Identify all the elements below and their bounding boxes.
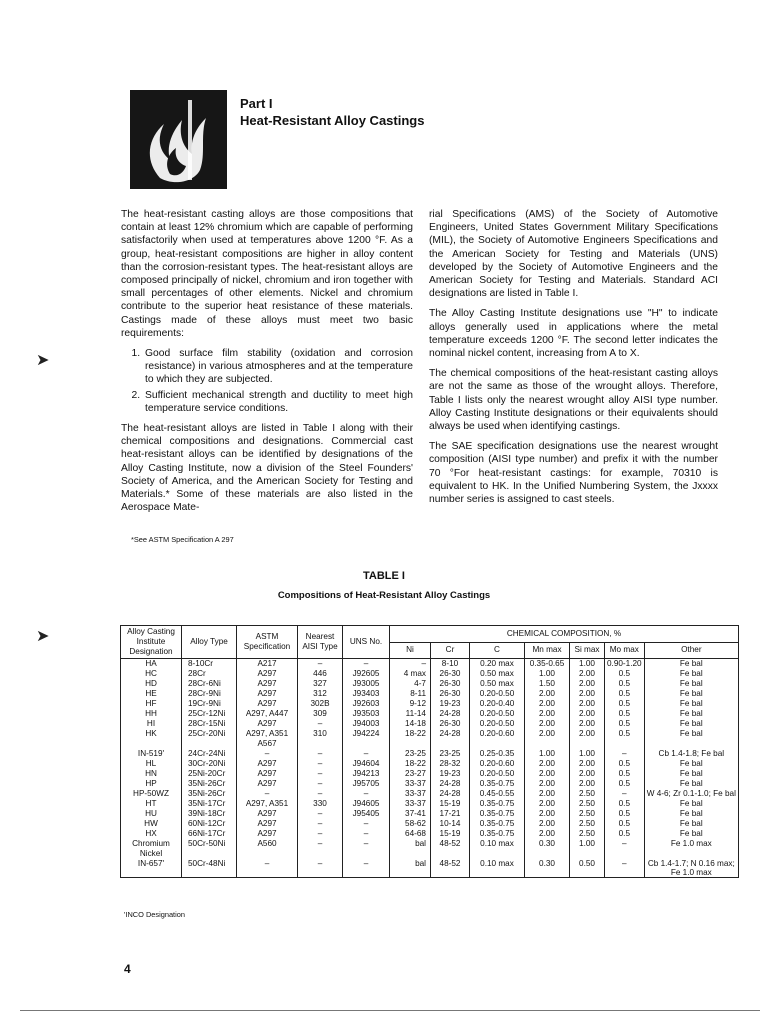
cell-mo: – bbox=[605, 859, 645, 878]
cell-ni: 64-68 bbox=[390, 829, 431, 839]
cell-aisi: 446 bbox=[298, 669, 343, 679]
cell-mo: 0.5 bbox=[605, 769, 645, 779]
cell-ni: 18-22 bbox=[390, 759, 431, 769]
header-mn: Mn max bbox=[525, 642, 570, 659]
cell-si: 1.00 bbox=[570, 659, 605, 670]
cell-ni: 58-62 bbox=[390, 819, 431, 829]
cell-uns: J95405 bbox=[343, 809, 390, 819]
cell-c: 0.20-0.50 bbox=[470, 769, 525, 779]
cell-aisi: 312 bbox=[298, 689, 343, 699]
cell-other: Fe 1.0 max bbox=[644, 839, 738, 859]
cell-aisi: – bbox=[298, 819, 343, 829]
cell-cr: 24-28 bbox=[431, 729, 470, 749]
table-row bbox=[121, 719, 739, 729]
table-row bbox=[121, 769, 739, 779]
margin-mark: ➤ bbox=[36, 628, 50, 645]
table-row bbox=[121, 699, 739, 709]
cell-aisi: – bbox=[298, 749, 343, 759]
cell-other: Fe bal bbox=[644, 829, 738, 839]
cell-uns: – bbox=[343, 839, 390, 859]
cell-cr: 24-28 bbox=[431, 789, 470, 799]
cell-mn: 2.00 bbox=[525, 719, 570, 729]
cell-astm: A297, A351 A567 bbox=[237, 729, 298, 749]
cell-astm: A297, A447 bbox=[237, 709, 298, 719]
cell-mn: 2.00 bbox=[525, 829, 570, 839]
part-number: Part I bbox=[240, 96, 273, 111]
cell-other: Fe bal bbox=[644, 729, 738, 749]
cell-c: 0.20-0.40 bbox=[470, 699, 525, 709]
cell-uns: J93403 bbox=[343, 689, 390, 699]
cell-uns: J94213 bbox=[343, 769, 390, 779]
cell-si: 2.00 bbox=[570, 759, 605, 769]
part-heading bbox=[240, 95, 424, 129]
composition-table bbox=[120, 625, 739, 878]
cell-mo: 0.5 bbox=[605, 809, 645, 819]
cell-designation: HU bbox=[121, 809, 182, 819]
cell-aisi: – bbox=[298, 659, 343, 670]
cell-type: 28Cr bbox=[182, 669, 237, 679]
cell-uns: – bbox=[343, 749, 390, 759]
logo bbox=[130, 90, 227, 189]
cell-si: 2.50 bbox=[570, 789, 605, 799]
cell-mo: 0.5 bbox=[605, 819, 645, 829]
cell-other: Fe bal bbox=[644, 659, 738, 670]
cell-astm: A297 bbox=[237, 769, 298, 779]
cell-designation: HF bbox=[121, 699, 182, 709]
cell-mn: 1.50 bbox=[525, 679, 570, 689]
cell-c: 0.10 max bbox=[470, 839, 525, 859]
table-body bbox=[121, 659, 739, 878]
cell-uns: – bbox=[343, 659, 390, 670]
right-paragraph-4: The SAE specification designations use the nearest wrought composition (AISI type number) and prefix it with the number 70 °For heat-resistant castings: for example, 70310 is equivalent to HK. In the Unified Numbering System, the Jxxxx number series is assigned to cast steels. bbox=[429, 441, 718, 506]
cell-cr: 26-30 bbox=[431, 689, 470, 699]
cell-mn: 2.00 bbox=[525, 779, 570, 789]
header-si: Si max bbox=[570, 642, 605, 659]
cell-other: Fe bal bbox=[644, 769, 738, 779]
cell-aisi: – bbox=[298, 839, 343, 859]
cell-si: 2.00 bbox=[570, 699, 605, 709]
cell-aisi: 327 bbox=[298, 679, 343, 689]
cell-uns: J92605 bbox=[343, 669, 390, 679]
cell-ni: 14-18 bbox=[390, 719, 431, 729]
cell-uns: – bbox=[343, 819, 390, 829]
cell-designation: HT bbox=[121, 799, 182, 809]
table-row bbox=[121, 819, 739, 829]
cell-designation: HI bbox=[121, 719, 182, 729]
cell-astm: A217 bbox=[237, 659, 298, 670]
logo-graphic bbox=[130, 90, 227, 189]
cell-si: 1.00 bbox=[570, 749, 605, 759]
cell-other: Fe bal bbox=[644, 719, 738, 729]
cell-ni: 23-25 bbox=[390, 749, 431, 759]
cell-ni: 23-27 bbox=[390, 769, 431, 779]
cell-si: 2.00 bbox=[570, 779, 605, 789]
cell-uns: J94224 bbox=[343, 729, 390, 749]
cell-other: Fe bal bbox=[644, 689, 738, 699]
table-row bbox=[121, 759, 739, 769]
cell-mn: 1.00 bbox=[525, 669, 570, 679]
cell-other: Fe bal bbox=[644, 799, 738, 809]
cell-cr: 28-32 bbox=[431, 759, 470, 769]
cell-type: 8-10Cr bbox=[182, 659, 237, 670]
right-column bbox=[429, 208, 718, 513]
right-paragraph-2: The Alloy Casting Institute designations use "H" to indicate alloys generally used in applications where the metal temperature exceeds 1200 °F. The second letter indicates the nominal nickel content, increasing from A to X. bbox=[429, 308, 718, 360]
cell-cr: 26-30 bbox=[431, 669, 470, 679]
cell-si: 2.50 bbox=[570, 829, 605, 839]
cell-designation: HE bbox=[121, 689, 182, 699]
cell-si: 2.00 bbox=[570, 679, 605, 689]
cell-designation: HN bbox=[121, 769, 182, 779]
cell-mo: 0.5 bbox=[605, 719, 645, 729]
cell-mo: 0.5 bbox=[605, 669, 645, 679]
cell-aisi: – bbox=[298, 779, 343, 789]
cell-aisi: – bbox=[298, 769, 343, 779]
cell-ni: 9-12 bbox=[390, 699, 431, 709]
cell-c: 0.20-0.60 bbox=[470, 759, 525, 769]
cell-cr: 24-28 bbox=[431, 779, 470, 789]
cell-aisi: – bbox=[298, 789, 343, 799]
header-type: Alloy Type bbox=[182, 626, 237, 659]
cell-c: 0.35-0.75 bbox=[470, 819, 525, 829]
cell-si: 2.50 bbox=[570, 799, 605, 809]
cell-cr: 24-28 bbox=[431, 709, 470, 719]
cell-other: W 4-6; Zr 0.1-1.0; Fe bal bbox=[644, 789, 738, 799]
cell-c: 0.25-0.35 bbox=[470, 749, 525, 759]
cell-type: 24Cr-24Ni bbox=[182, 749, 237, 759]
cell-aisi: 310 bbox=[298, 729, 343, 749]
page-number: 4 bbox=[124, 962, 131, 976]
cell-astm: A297 bbox=[237, 819, 298, 829]
cell-designation: HP-50WZ bbox=[121, 789, 182, 799]
cell-c: 0.35-0.75 bbox=[470, 779, 525, 789]
cell-si: 2.50 bbox=[570, 819, 605, 829]
cell-ni: 37-41 bbox=[390, 809, 431, 819]
cell-aisi: 330 bbox=[298, 799, 343, 809]
cell-aisi: – bbox=[298, 719, 343, 729]
cell-type: 28Cr-15Ni bbox=[182, 719, 237, 729]
right-paragraph-1: rial Specifications (AMS) of the Society of Automotive Engineers, United States Government Military Specifications (MIL), the Society of Automotive Engineers Specifications and the American Society for Testing and Materials (UNS) developed by the Society of Automotive Engineers and the American Society for Testing and Materials. Standard ACI designations are listed in Table I. bbox=[429, 209, 718, 300]
cell-si: 2.00 bbox=[570, 729, 605, 749]
cell-c: 0.20-0.60 bbox=[470, 729, 525, 749]
cell-uns: – bbox=[343, 789, 390, 799]
cell-mn: 2.00 bbox=[525, 789, 570, 799]
cell-designation: IN-519' bbox=[121, 749, 182, 759]
cell-c: 0.45-0.55 bbox=[470, 789, 525, 799]
cell-astm: A297 bbox=[237, 679, 298, 689]
right-paragraph-3: The chemical compositions of the heat-resistant casting alloys are not the same as those of the wrought alloys. Therefore, Table I lists only the nearest wrought alloy AISI type number. Alloy Casting Institute designations or their equivalents should always be used when identifying castings. bbox=[429, 368, 718, 433]
cell-mn: 2.00 bbox=[525, 769, 570, 779]
cell-type: 19Cr-9Ni bbox=[182, 699, 237, 709]
cell-type: 28Cr-6Ni bbox=[182, 679, 237, 689]
cell-aisi: – bbox=[298, 809, 343, 819]
cell-type: 30Cr-20Ni bbox=[182, 759, 237, 769]
cell-mo: 0.5 bbox=[605, 729, 645, 749]
table-row bbox=[121, 789, 739, 799]
cell-c: 0.50 max bbox=[470, 669, 525, 679]
table-row bbox=[121, 749, 739, 759]
cell-designation: HD bbox=[121, 679, 182, 689]
part-title: Heat-Resistant Alloy Castings bbox=[240, 113, 425, 128]
cell-astm: A297 bbox=[237, 689, 298, 699]
cell-aisi: 302B bbox=[298, 699, 343, 709]
cell-aisi: – bbox=[298, 759, 343, 769]
cell-astm: A560 bbox=[237, 839, 298, 859]
header-designation: Alloy Casting Institute Designation bbox=[121, 626, 182, 659]
bottom-edge-line bbox=[20, 1010, 760, 1011]
cell-c: 0.20-0.50 bbox=[470, 709, 525, 719]
cell-type: 39Ni-18Cr bbox=[182, 809, 237, 819]
header-aisi: Nearest AISI Type bbox=[298, 626, 343, 659]
cell-mo: – bbox=[605, 789, 645, 799]
cell-mn: 0.30 bbox=[525, 839, 570, 859]
requirements-list bbox=[121, 347, 413, 415]
cell-cr: 26-30 bbox=[431, 679, 470, 689]
cell-astm: A297 bbox=[237, 759, 298, 769]
table-label: TABLE I bbox=[363, 570, 405, 582]
cell-si: 2.00 bbox=[570, 769, 605, 779]
header-c: C bbox=[470, 642, 525, 659]
cell-c: 0.10 max bbox=[470, 859, 525, 878]
header-ni: Ni bbox=[390, 642, 431, 659]
table-row bbox=[121, 659, 739, 670]
header-cr: Cr bbox=[431, 642, 470, 659]
cell-other: Fe bal bbox=[644, 779, 738, 789]
cell-cr: 23-25 bbox=[431, 749, 470, 759]
cell-astm: A297 bbox=[237, 719, 298, 729]
cell-type: 28Cr-9Ni bbox=[182, 689, 237, 699]
cell-cr: 15-19 bbox=[431, 799, 470, 809]
cell-ni: 4 max bbox=[390, 669, 431, 679]
cell-mo: 0.5 bbox=[605, 759, 645, 769]
cell-other: Cb 1.4-1.7; N 0.16 max; Fe 1.0 max bbox=[644, 859, 738, 878]
cell-other: Fe bal bbox=[644, 679, 738, 689]
cell-mo: 0.5 bbox=[605, 799, 645, 809]
cell-mo: 0.5 bbox=[605, 829, 645, 839]
left-column bbox=[121, 208, 413, 521]
cell-c: 0.35-0.75 bbox=[470, 809, 525, 819]
cell-astm: A297 bbox=[237, 809, 298, 819]
cell-si: 0.50 bbox=[570, 859, 605, 878]
cell-mn: 2.00 bbox=[525, 699, 570, 709]
cell-other: Fe bal bbox=[644, 699, 738, 709]
cell-other: Cb 1.4-1.8; Fe bal bbox=[644, 749, 738, 759]
cell-type: 25Cr-12Ni bbox=[182, 709, 237, 719]
cell-designation: HL bbox=[121, 759, 182, 769]
cell-mn: 0.35-0.65 bbox=[525, 659, 570, 670]
cell-cr: 26-30 bbox=[431, 719, 470, 729]
cell-astm: – bbox=[237, 789, 298, 799]
cell-si: 2.00 bbox=[570, 689, 605, 699]
inco-footnote: 'INCO Designation bbox=[124, 910, 185, 919]
cell-mo: 0.5 bbox=[605, 709, 645, 719]
cell-ni: 8-11 bbox=[390, 689, 431, 699]
table-row bbox=[121, 689, 739, 699]
cell-ni: 33-37 bbox=[390, 799, 431, 809]
cell-mn: 2.00 bbox=[525, 709, 570, 719]
cell-type: 35Ni-17Cr bbox=[182, 799, 237, 809]
cell-type: 25Cr-20Ni bbox=[182, 729, 237, 749]
cell-mn: 2.00 bbox=[525, 759, 570, 769]
cell-ni: – bbox=[390, 659, 431, 670]
cell-mn: 2.00 bbox=[525, 819, 570, 829]
cell-mo: 0.90-1.20 bbox=[605, 659, 645, 670]
header-other: Other bbox=[644, 642, 738, 659]
table-row bbox=[121, 839, 739, 859]
cell-astm: – bbox=[237, 749, 298, 759]
cell-si: 2.00 bbox=[570, 709, 605, 719]
cell-type: 35Ni-26Cr bbox=[182, 779, 237, 789]
cell-uns: J92603 bbox=[343, 699, 390, 709]
table-row bbox=[121, 809, 739, 819]
cell-designation: HX bbox=[121, 829, 182, 839]
cell-cr: 19-23 bbox=[431, 699, 470, 709]
requirement-item: 1. Good surface film stability (oxidation and corrosion resistance) in various atmospheres and at the temperature to which they are subjected. bbox=[143, 347, 413, 387]
cell-ni: 11-14 bbox=[390, 709, 431, 719]
cell-mn: 1.00 bbox=[525, 749, 570, 759]
cell-other: Fe bal bbox=[644, 709, 738, 719]
table-row bbox=[121, 779, 739, 789]
cell-mo: – bbox=[605, 839, 645, 859]
cell-uns: J94605 bbox=[343, 799, 390, 809]
intro-paragraph: The heat-resistant casting alloys are those compositions that contain at least 12% chromium which are capable of performing satisfactorily when used at temperatures above 1200 °F. As a group, heat-resistant compositions are higher in alloy content than the corrosion-resistant types. The heat-resistant alloys are composed principally of nickel, chromium and iron together with small percentages of other elements. Nickel and chromium contribute to the superior heat resistance of these materials. Castings made of these alloys must meet two basic requirements: bbox=[121, 209, 413, 339]
cell-cr: 10-14 bbox=[431, 819, 470, 829]
header-mo: Mo max bbox=[605, 642, 645, 659]
cell-designation: HP bbox=[121, 779, 182, 789]
table-row bbox=[121, 709, 739, 719]
cell-si: 2.50 bbox=[570, 809, 605, 819]
cell-type: 66Ni-17Cr bbox=[182, 829, 237, 839]
cell-uns: J93005 bbox=[343, 679, 390, 689]
header-chemical-composition: CHEMICAL COMPOSITION, % bbox=[390, 626, 739, 643]
cell-mo: 0.5 bbox=[605, 699, 645, 709]
cell-uns: – bbox=[343, 829, 390, 839]
cell-other: Fe bal bbox=[644, 809, 738, 819]
cell-astm: A297 bbox=[237, 699, 298, 709]
cell-designation: Chromium Nickel bbox=[121, 839, 182, 859]
listing-paragraph: The heat-resistant alloys are listed in Table I along with their chemical compositions and designations. Commercial cast heat-resistant alloys can be identified by designations of the Alloy Casting Institute, now a division of the Steel Founders' Society of America, and the American Society for Testing and Materials.* Some of these materials are also listed in the Aerospace Mate- bbox=[121, 423, 413, 514]
cell-other: Fe bal bbox=[644, 819, 738, 829]
cell-ni: 33-37 bbox=[390, 789, 431, 799]
cell-cr: 48-52 bbox=[431, 859, 470, 878]
header-astm: ASTM Specification bbox=[237, 626, 298, 659]
cell-aisi: 309 bbox=[298, 709, 343, 719]
table-row bbox=[121, 679, 739, 689]
cell-astm: A297 bbox=[237, 669, 298, 679]
cell-c: 0.20-0.50 bbox=[470, 719, 525, 729]
cell-type: 50Cr-50Ni bbox=[182, 839, 237, 859]
asterisk-footnote: *See ASTM Specification A 297 bbox=[131, 535, 234, 544]
cell-designation: IN-657' bbox=[121, 859, 182, 878]
cell-astm: A297, A351 bbox=[237, 799, 298, 809]
cell-si: 2.00 bbox=[570, 719, 605, 729]
cell-uns: J95705 bbox=[343, 779, 390, 789]
cell-ni: 18-22 bbox=[390, 729, 431, 749]
header-uns: UNS No. bbox=[343, 626, 390, 659]
cell-c: 0.20 max bbox=[470, 659, 525, 670]
cell-designation: HC bbox=[121, 669, 182, 679]
cell-other: Fe bal bbox=[644, 759, 738, 769]
cell-astm: A297 bbox=[237, 829, 298, 839]
cell-aisi: – bbox=[298, 859, 343, 878]
cell-mn: 2.00 bbox=[525, 809, 570, 819]
cell-other: Fe bal bbox=[644, 669, 738, 679]
cell-mn: 0.30 bbox=[525, 859, 570, 878]
cell-uns: J94604 bbox=[343, 759, 390, 769]
cell-astm: – bbox=[237, 859, 298, 878]
cell-mn: 2.00 bbox=[525, 729, 570, 749]
cell-designation: HK bbox=[121, 729, 182, 749]
table-caption: Compositions of Heat-Resistant Alloy Castings bbox=[277, 590, 491, 601]
cell-mo: 0.5 bbox=[605, 689, 645, 699]
cell-type: 50Cr-48Ni bbox=[182, 859, 237, 878]
cell-type: 35Ni-26Cr bbox=[182, 789, 237, 799]
requirement-item: 2. Sufficient mechanical strength and ductility to meet high temperature service conditions. bbox=[143, 389, 413, 415]
cell-si: 2.00 bbox=[570, 669, 605, 679]
table-row bbox=[121, 729, 739, 749]
cell-ni: bal bbox=[390, 859, 431, 878]
cell-type: 25Ni-20Cr bbox=[182, 769, 237, 779]
cell-aisi: – bbox=[298, 829, 343, 839]
table-row bbox=[121, 859, 739, 878]
table-row bbox=[121, 829, 739, 839]
cell-c: 0.35-0.75 bbox=[470, 829, 525, 839]
cell-uns: – bbox=[343, 859, 390, 878]
table-row bbox=[121, 799, 739, 809]
cell-c: 0.35-0.75 bbox=[470, 799, 525, 809]
cell-designation: HH bbox=[121, 709, 182, 719]
cell-cr: 48-52 bbox=[431, 839, 470, 859]
cell-mo: 0.5 bbox=[605, 679, 645, 689]
cell-ni: bal bbox=[390, 839, 431, 859]
cell-cr: 17-21 bbox=[431, 809, 470, 819]
cell-si: 1.00 bbox=[570, 839, 605, 859]
cell-cr: 15-19 bbox=[431, 829, 470, 839]
cell-ni: 33-37 bbox=[390, 779, 431, 789]
margin-mark: ➤ bbox=[36, 352, 50, 369]
cell-cr: 19-23 bbox=[431, 769, 470, 779]
cell-uns: J93503 bbox=[343, 709, 390, 719]
cell-mo: – bbox=[605, 749, 645, 759]
cell-astm: A297 bbox=[237, 779, 298, 789]
cell-uns: J94003 bbox=[343, 719, 390, 729]
cell-designation: HW bbox=[121, 819, 182, 829]
cell-type: 60Ni-12Cr bbox=[182, 819, 237, 829]
cell-ni: 4-7 bbox=[390, 679, 431, 689]
cell-designation: HA bbox=[121, 659, 182, 670]
table-row bbox=[121, 669, 739, 679]
cell-mn: 2.00 bbox=[525, 799, 570, 809]
cell-mn: 2.00 bbox=[525, 689, 570, 699]
cell-mo: 0.5 bbox=[605, 779, 645, 789]
cell-c: 0.20-0.50 bbox=[470, 689, 525, 699]
cell-c: 0.50 max bbox=[470, 679, 525, 689]
cell-cr: 8-10 bbox=[431, 659, 470, 670]
